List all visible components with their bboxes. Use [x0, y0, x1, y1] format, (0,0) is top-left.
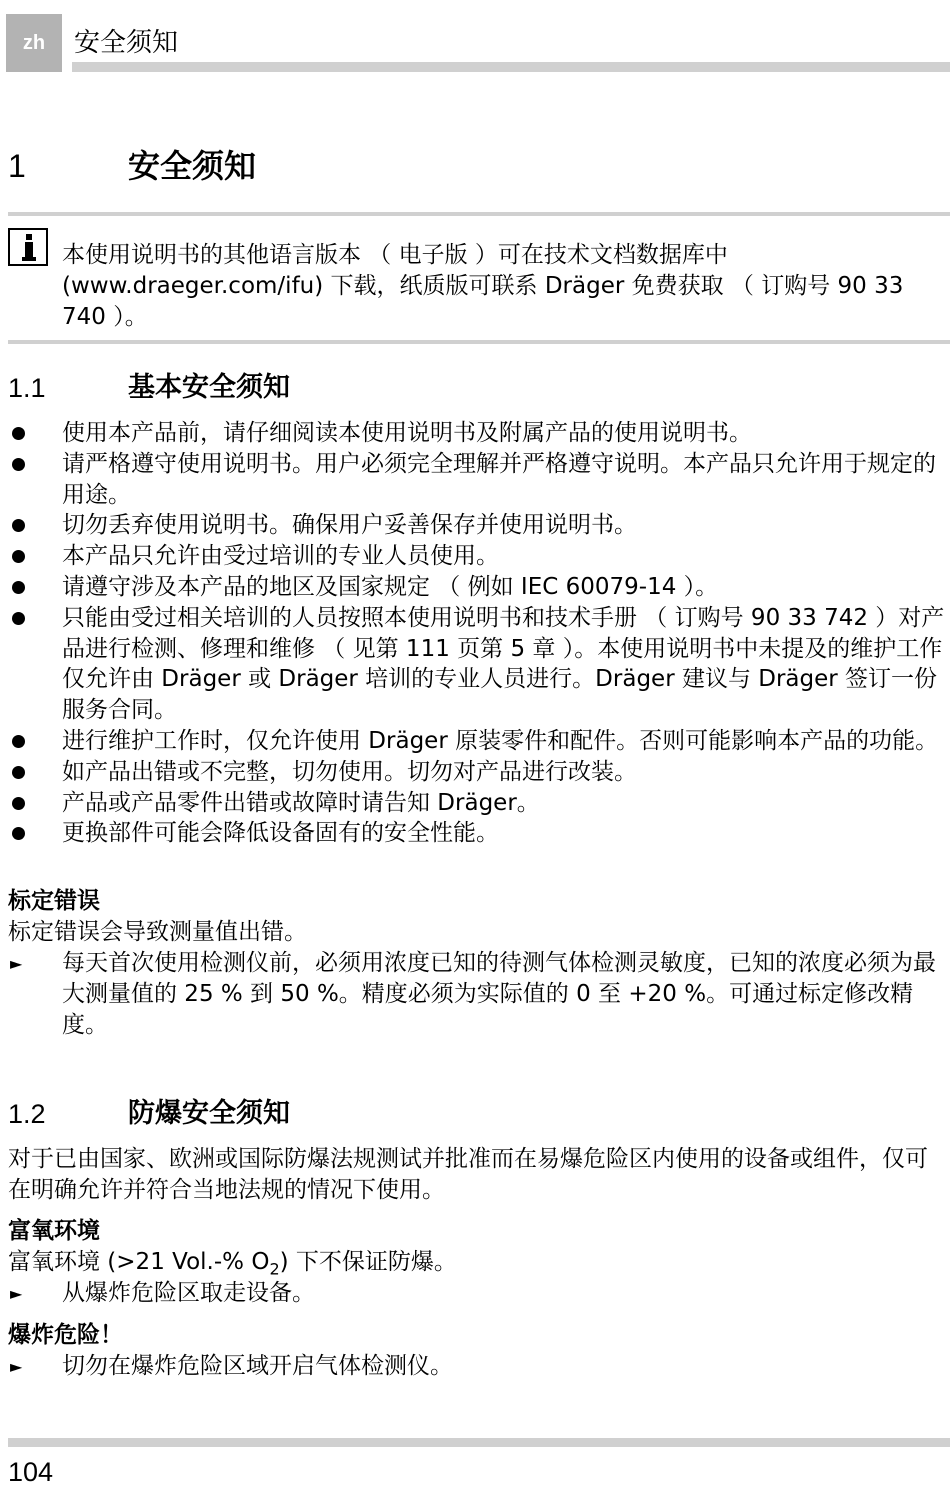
section-intro: 对于已由国家、欧洲或国际防爆法规测试并批准而在易爆危险区内使用的设备或组件，仅可在明确允许并符合当地法规的情况下使用。 — [8, 1146, 928, 1203]
oxygen-heading: 富氧环境 — [8, 1218, 100, 1244]
bullet-icon — [12, 458, 25, 471]
explosion-heading: 爆炸危险！ — [8, 1322, 123, 1348]
language-badge: zh — [6, 14, 62, 72]
footer-rule — [8, 1438, 950, 1447]
running-header-title: 安全须知 — [74, 28, 179, 58]
calibration-heading: 标定错误 — [8, 888, 100, 914]
section-number: 1.1 — [8, 373, 46, 403]
bullet-icon — [12, 735, 25, 748]
calibration-text: 标定错误会导致测量值出错。 — [8, 919, 307, 945]
list-item: 产品或产品零件出错或故障时请告知 Dräger。 — [8, 788, 950, 819]
note-top-rule — [8, 212, 950, 216]
section-title: 防爆安全须知 — [128, 1098, 290, 1129]
safety-bullet-list — [8, 418, 950, 849]
list-item: 如产品出错或不完整，切勿使用。切勿对产品进行改装。 — [8, 757, 950, 788]
bullet-icon — [12, 519, 25, 532]
step-arrow-icon: ► — [10, 1357, 23, 1376]
chapter-number: 1 — [8, 148, 26, 184]
list-item: 请严格遵守使用说明书。用户必须完全理解并严格遵守说明。本产品只允许用于规定的用途。 — [8, 449, 950, 511]
bullet-icon — [12, 797, 25, 810]
list-item: 使用本产品前，请仔细阅读本使用说明书及附属产品的使用说明书。 — [8, 418, 950, 449]
list-item: 请遵守涉及本产品的地区及国家规定 （ 例如 IEC 60079-14 ）。 — [8, 572, 950, 603]
section-title: 基本安全须知 — [128, 372, 290, 403]
bullet-icon — [12, 827, 25, 840]
note-bottom-rule — [8, 340, 950, 344]
header-rule — [72, 62, 950, 72]
bullet-icon — [12, 550, 25, 563]
step-arrow-icon: ► — [10, 1284, 23, 1303]
oxygen-text: 富氧环境 (>21 Vol.-% $O_2$) 下不保证防爆。 — [8, 1249, 457, 1279]
chapter-title: 安全须知 — [128, 147, 257, 185]
step-arrow-icon: ► — [10, 954, 23, 973]
section-number: 1.2 — [8, 1099, 46, 1129]
note-text: 本使用说明书的其他语言版本 （ 电子版 ）可在技术文档数据库中 (www.draeger.com/ifu) 下载，纸质版可联系 Dräger 免费获取 （ 订购号 90 33 740 ）。 — [62, 242, 904, 330]
list-item: 只能由受过相关培训的人员按照本使用说明书和技术手册 （ 订购号 90 33 742 ）对产品进行检测、修理和维修 （ 见第 111 页第 5 章 ）。本使用说明书中未提及的维护工作仅允许由 Dräger 或 Dräger 培训的专业人员进行。Dräger 建议与 Dräger 签订一份服务合同。 — [8, 603, 950, 726]
list-item: 更换部件可能会降低设备固有的安全性能。 — [8, 818, 950, 849]
bullet-icon — [12, 766, 25, 779]
list-item: 本产品只允许由受过培训的专业人员使用。 — [8, 541, 950, 572]
bullet-icon — [12, 427, 25, 440]
list-item: 进行维护工作时，仅允许使用 Dräger 原装零件和配件。否则可能影响本产品的功能。 — [8, 726, 950, 757]
info-icon — [8, 228, 48, 266]
calibration-step: ► 每天首次使用检测仪前，必须用浓度已知的待测气体检测灵敏度，已知的浓度必须为最大测量值的 25 % 到 50 %。精度必须为实际值的 0 至 +20 %。可通过标定修改精度。 — [10, 950, 936, 1038]
oxygen-step: ► 从爆炸危险区取走设备。 — [8, 1278, 950, 1309]
explosion-step: ► 切勿在爆炸危险区域开启气体检测仪。 — [8, 1351, 950, 1382]
page-number: 104 — [8, 1457, 54, 1487]
bullet-icon — [12, 612, 25, 625]
list-item: 切勿丢弃使用说明书。确保用户妥善保存并使用说明书。 — [8, 510, 950, 541]
bullet-icon — [12, 581, 25, 594]
